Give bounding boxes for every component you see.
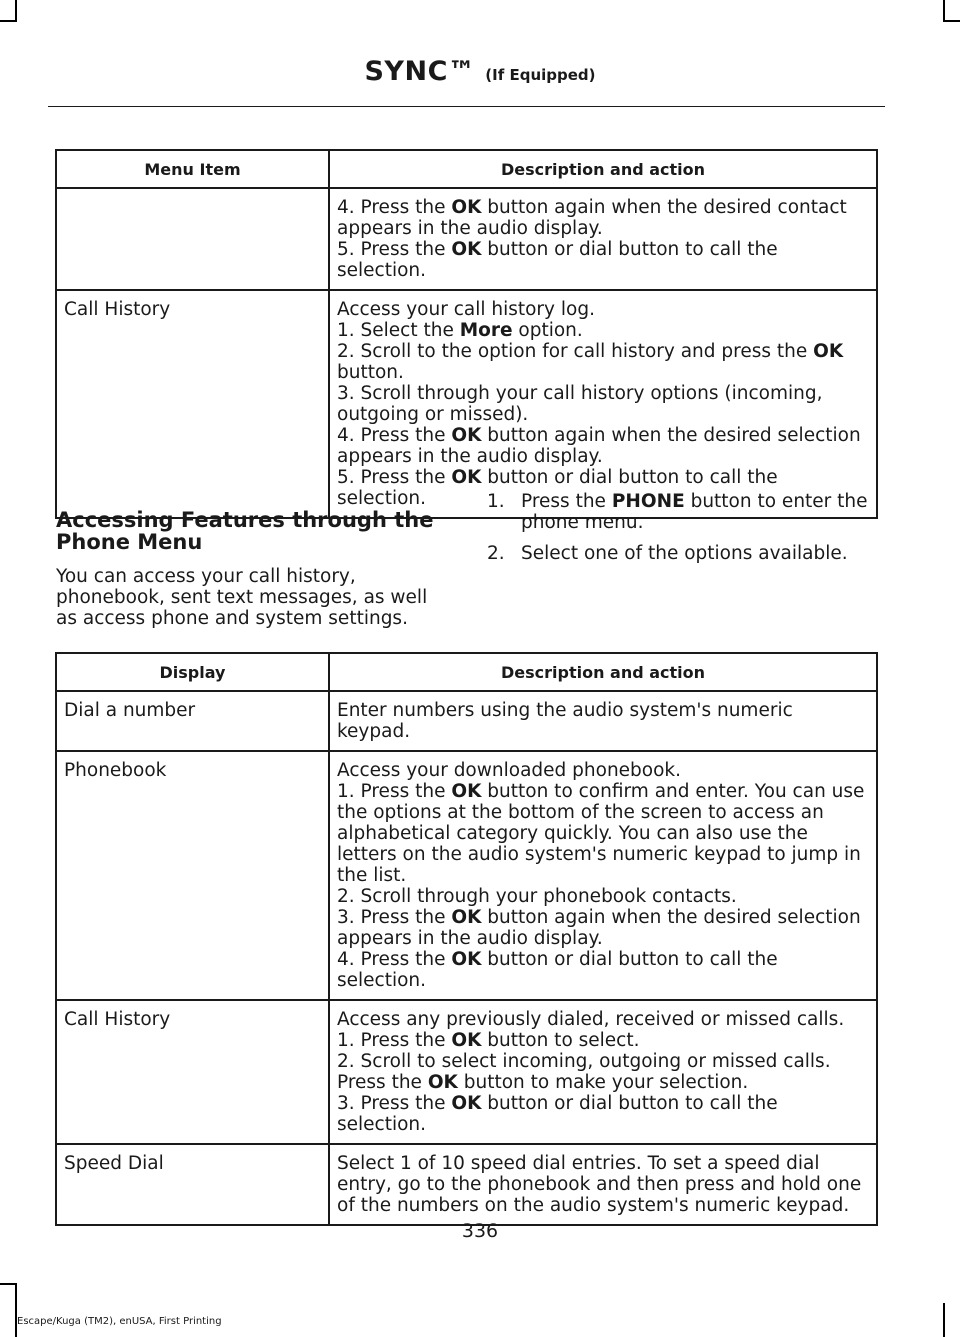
description-line xyxy=(337,907,869,949)
text-run: button or dial button to call the selection. xyxy=(337,467,778,509)
text-run: 1. Select the xyxy=(337,320,460,341)
row-label: Call History xyxy=(56,1000,329,1144)
bold-term: OK xyxy=(451,239,482,260)
text-run: 2. Scroll to the option for call history and press the xyxy=(337,341,814,362)
text-run: button to enter the phone menu. xyxy=(521,491,868,533)
text-run: 2. Scroll to select incoming, outgoing or missed calls. Press the xyxy=(337,1051,831,1093)
description-line xyxy=(337,1009,869,1030)
bold-term: OK xyxy=(451,1030,482,1051)
table-row xyxy=(56,751,877,1000)
description-line xyxy=(337,239,869,281)
description-line xyxy=(337,781,869,886)
text-run: 3. Press the xyxy=(337,907,452,928)
text-run: button or dial button to call the selection. xyxy=(337,1093,778,1135)
text-run: button to make your selection. xyxy=(457,1072,749,1093)
display-table xyxy=(55,652,878,1226)
description-line xyxy=(337,700,869,742)
text-run: button again when the desired contact appears in the audio display. xyxy=(337,197,847,239)
row-label: Speed Dial xyxy=(56,1144,329,1225)
text-run: button or dial button to call the selection. xyxy=(337,949,778,991)
text-run: Press the xyxy=(521,491,612,512)
description-line xyxy=(337,1051,869,1093)
table-row xyxy=(56,188,877,290)
description-line xyxy=(337,425,869,467)
text-run: 5. Press the xyxy=(337,239,452,260)
crop-mark xyxy=(943,0,945,22)
column-header-description: Description and action xyxy=(329,653,877,691)
text-run: 3. Press the xyxy=(337,1093,452,1114)
table-row xyxy=(56,1144,877,1225)
crop-mark xyxy=(15,0,17,22)
bold-term: OK xyxy=(451,781,482,802)
text-run: Access your downloaded phonebook. xyxy=(337,760,682,781)
text-run: button to select. xyxy=(481,1030,640,1051)
text-run: 1. Press the xyxy=(337,781,452,802)
row-label: Dial a number xyxy=(56,691,329,751)
description-line xyxy=(337,320,869,341)
page-header xyxy=(0,56,960,87)
table-row xyxy=(56,290,877,518)
text-run: 3. Scroll through your call history options (incoming, outgoing or missed). xyxy=(337,383,823,425)
row-description xyxy=(329,290,877,518)
column-header-display: Display xyxy=(56,653,329,691)
bold-term: OK xyxy=(451,949,482,970)
table-row xyxy=(56,1000,877,1144)
menu-item-table xyxy=(55,149,878,519)
crop-mark xyxy=(943,20,960,22)
text-run: button to confirm and enter. You can use the options at the bottom of the screen to access an alphabetical category quickly. You can also use the letters on the audio system's numeric keypad to jump in the list. xyxy=(337,781,865,886)
description-line xyxy=(337,1030,869,1051)
description-line xyxy=(337,1093,869,1135)
column-header-menu-item: Menu Item xyxy=(56,150,329,188)
description-line xyxy=(337,886,869,907)
step-number: 2. xyxy=(487,543,505,564)
bold-term: OK xyxy=(451,467,482,488)
bold-term: OK xyxy=(451,197,482,218)
page-number: 336 xyxy=(461,1220,499,1242)
text-run: Select 1 of 10 speed dial entries. To set a speed dial entry, go to the phonebook and then press and hold one of the numbers on the audio system's numeric keypad. xyxy=(337,1153,862,1216)
row-description xyxy=(329,1000,877,1144)
section-heading: Accessing Features through the Phone Menu xyxy=(56,508,434,554)
crop-mark xyxy=(0,1283,17,1285)
description-line xyxy=(337,299,869,320)
description-line xyxy=(337,383,869,425)
text-run: Access your call history log. xyxy=(337,299,595,320)
step-number: 1. xyxy=(487,491,505,512)
steps-list xyxy=(487,491,882,574)
header-title: SYNC™ xyxy=(364,56,476,87)
bold-term: More xyxy=(459,320,513,341)
row-label xyxy=(56,188,329,290)
crop-mark xyxy=(0,20,17,22)
table-row xyxy=(56,691,877,751)
bold-term: OK xyxy=(451,907,482,928)
header-rule xyxy=(48,106,885,107)
text-run: 4. Press the xyxy=(337,197,452,218)
text-run: button or dial button to call the selection. xyxy=(337,239,778,281)
bold-term: OK xyxy=(813,341,844,362)
section-intro: You can access your call history, phonebook, sent text messages, as well as access phone and system settings. xyxy=(56,566,428,629)
bold-term: OK xyxy=(427,1072,458,1093)
footer-text: Escape/Kuga (TM2), enUSA, First Printing xyxy=(17,1316,222,1327)
header-subtitle: (If Equipped) xyxy=(485,66,596,84)
description-line xyxy=(337,949,869,991)
description-line xyxy=(337,341,869,383)
text-run: 4. Press the xyxy=(337,425,452,446)
text-run: button. xyxy=(337,362,404,383)
text-run: button again when the desired selection appears in the audio display. xyxy=(337,907,861,949)
bold-term: PHONE xyxy=(611,491,685,512)
text-run: Enter numbers using the audio system's numeric keypad. xyxy=(337,700,793,742)
row-description xyxy=(329,691,877,751)
row-label: Phonebook xyxy=(56,751,329,1000)
text-run: 1. Press the xyxy=(337,1030,452,1051)
description-line xyxy=(337,760,869,781)
text-run: Select one of the options available. xyxy=(521,543,848,564)
list-item xyxy=(487,543,882,564)
text-run: Access any previously dialed, received or missed calls. xyxy=(337,1009,845,1030)
crop-mark xyxy=(15,1283,17,1337)
row-description xyxy=(329,188,877,290)
row-description xyxy=(329,1144,877,1225)
row-label: Call History xyxy=(56,290,329,518)
crop-mark xyxy=(943,1303,945,1337)
description-line xyxy=(337,197,869,239)
text-run: 5. Press the xyxy=(337,467,452,488)
column-header-description: Description and action xyxy=(329,150,877,188)
text-run: 4. Press the xyxy=(337,949,452,970)
bold-term: OK xyxy=(451,425,482,446)
text-run: option. xyxy=(512,320,583,341)
bold-term: OK xyxy=(451,1093,482,1114)
description-line xyxy=(337,1153,869,1216)
text-run: 2. Scroll through your phonebook contacts. xyxy=(337,886,737,907)
text-run: button again when the desired selection appears in the audio display. xyxy=(337,425,861,467)
row-description xyxy=(329,751,877,1000)
list-item xyxy=(487,491,882,533)
